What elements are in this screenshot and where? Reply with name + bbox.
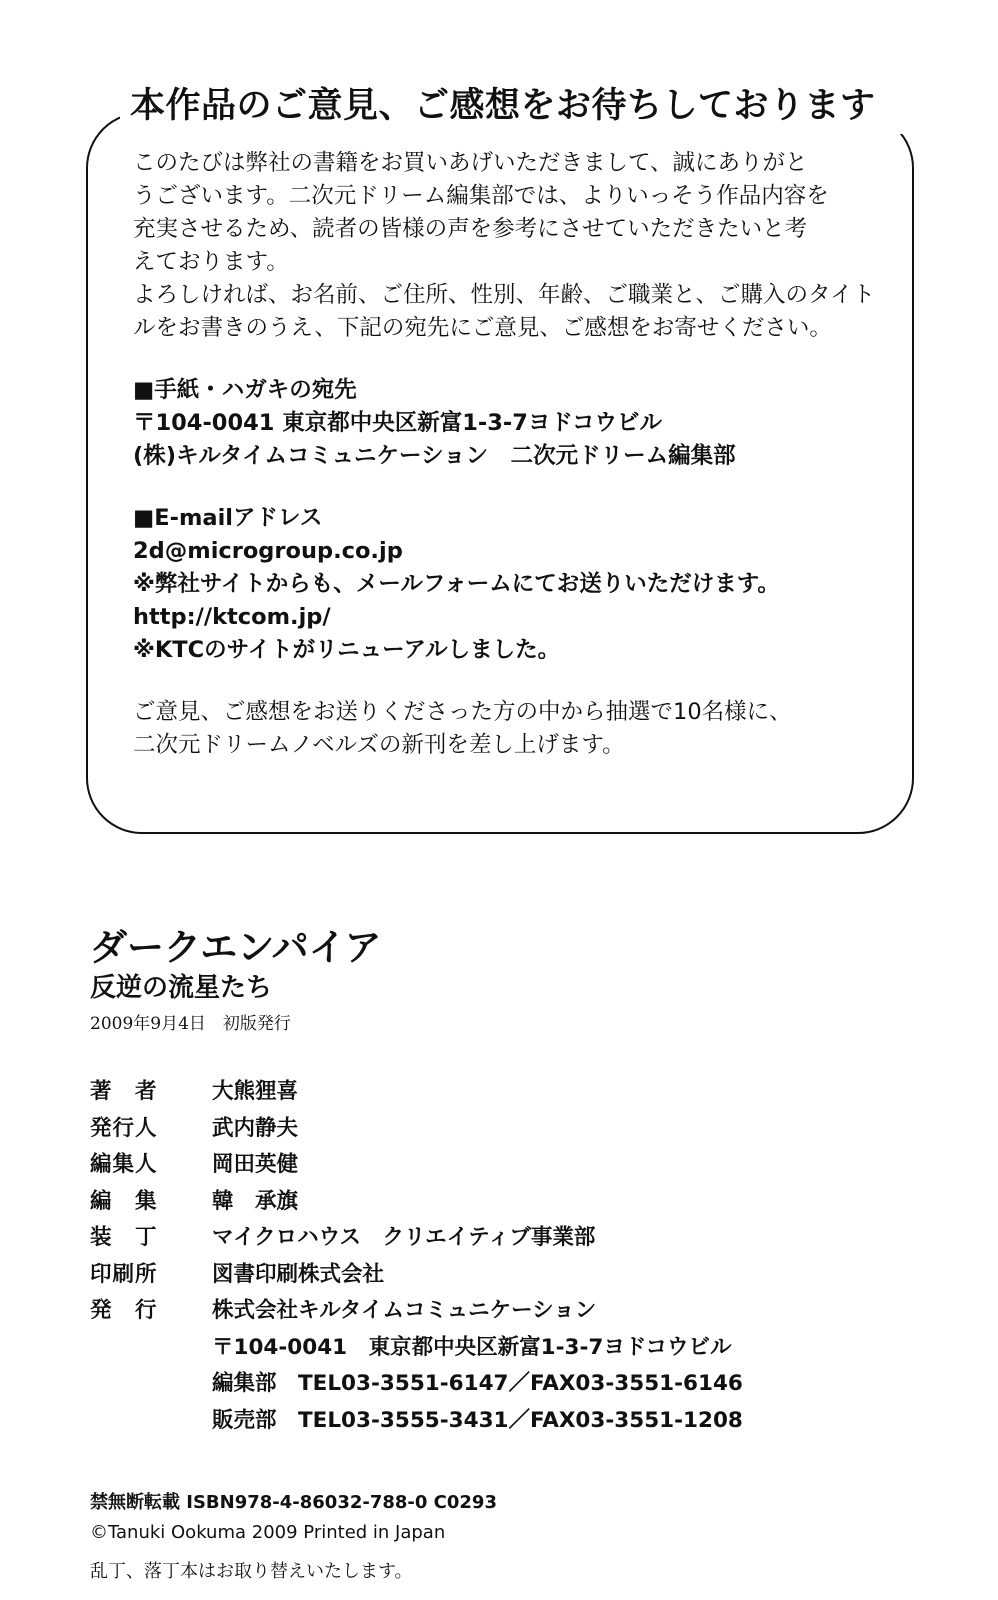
credit-row (90, 1111, 790, 1148)
credit-row (90, 1074, 790, 1111)
mail-recipient: (株)キルタイムコミュニケーション 二次元ドリーム編集部 (133, 443, 736, 469)
credit-role: 発 行 (90, 1298, 158, 1323)
mail-address: 〒104-0041 東京都中央区新富1-3-7ヨドコウビル (133, 410, 663, 436)
book-title: ダークエンパイア (90, 926, 382, 969)
intro-line: よろしければ、お名前、ご住所、性別、年齢、ご職業と、ご購入のタイト (133, 282, 876, 308)
book-subtitle: 反逆の流星たち (90, 973, 273, 1003)
credit-role: 装 丁 (90, 1225, 158, 1250)
website-url[interactable]: http://ktcom.jp/ (133, 604, 331, 630)
email-heading: ■E-mailアドレス (133, 505, 323, 531)
sales-phone: 販売部 TEL03-3555-3431／FAX03-3551-1208 (212, 1407, 743, 1433)
intro-line: えております。 (133, 249, 289, 275)
email-note: ※弊社サイトからも、メールフォームにてお送りいただけます。 (133, 571, 780, 597)
credit-row (90, 1147, 790, 1184)
intro-line: このたびは弊社の書籍をお買いあげいただきまして、誠にありがと (133, 150, 808, 176)
credit-row (90, 1366, 790, 1403)
email-address[interactable]: 2d@microgroup.co.jp (133, 538, 403, 564)
mail-heading: ■手紙・ハガキの宛先 (133, 377, 357, 403)
closing-line: ご意見、ご感想をお送りくださった方の中から抽選で10名様に、 (133, 699, 792, 725)
credit-row (90, 1184, 790, 1221)
credit-row (90, 1403, 790, 1440)
copyright-line: ©Tanuki Ookuma 2009 Printed in Japan (90, 1522, 446, 1543)
credit-role: 印刷所 (90, 1261, 158, 1287)
credit-value: マイクロハウス クリエイティブ事業部 (212, 1225, 596, 1250)
replacement-notice: 乱丁、落丁本はお取り替えいたします。 (90, 1561, 413, 1582)
closing-line: 二次元ドリームノベルズの新刊を差し上げます。 (133, 732, 625, 758)
feedback-box-title: 本作品のご意見、ご感想をお待ちしております (120, 78, 906, 134)
credit-role: 発行人 (90, 1115, 158, 1141)
feedback-box-body (133, 147, 893, 762)
credit-row (90, 1220, 790, 1257)
intro-line: うございます。二次元ドリーム編集部では、よりいっそう作品内容を (133, 183, 829, 209)
credit-row (90, 1330, 790, 1367)
credit-value: 大熊狸喜 (212, 1079, 299, 1104)
colophon-footer (90, 1488, 790, 1587)
credit-value: 岡田英健 (212, 1152, 299, 1177)
intro-line: 充実させるため、読者の皆様の声を参考にさせていただきたいと考 (133, 216, 808, 242)
credit-value: 図書印刷株式会社 (212, 1261, 385, 1287)
credit-value: 韓 承旗 (212, 1188, 299, 1214)
credit-role: 編集人 (90, 1152, 158, 1177)
credit-value: 武内静夫 (212, 1115, 299, 1141)
publisher-address: 〒104-0041 東京都中央区新富1-3-7ヨドコウビル (212, 1334, 732, 1360)
credit-row (90, 1293, 790, 1330)
credit-role: 著 者 (90, 1079, 158, 1104)
website-note: ※KTCのサイトがリニューアルしました。 (133, 637, 561, 663)
credit-role: 編 集 (90, 1188, 158, 1214)
editorial-phone: 編集部 TEL03-3551-6147／FAX03-3551-6146 (212, 1371, 743, 1396)
credit-value: 株式会社キルタイムコミュニケーション (212, 1298, 597, 1323)
credit-row (90, 1257, 790, 1294)
edition-date: 2009年9月4日 初版発行 (90, 1014, 291, 1034)
colophon-credits (90, 1074, 790, 1439)
intro-line: ルをお書きのうえ、下記の宛先にご意見、ご感想をお寄せください。 (133, 315, 832, 341)
isbn-line: 禁無断転載 ISBN978-4-86032-788-0 C0293 (90, 1492, 497, 1513)
